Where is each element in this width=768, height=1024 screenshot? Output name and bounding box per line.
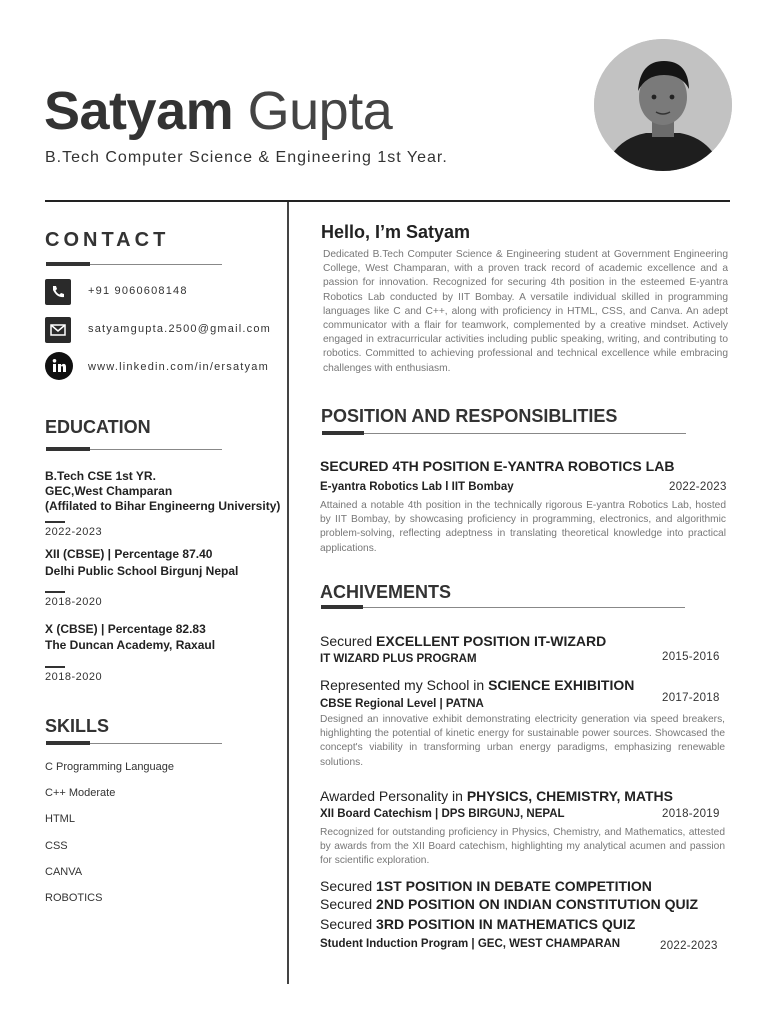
achievement-text: Recognized for outstanding proficiency in Physics, Chemistry, and Mathematics, attested by awards from the XII Board catechism, highlighting my analytical acumen and passion for scientific exploration. <box>320 827 725 867</box>
education-years: 2018-2020 <box>45 596 103 608</box>
skill-item: C Programming Language <box>45 761 175 773</box>
institution: GEC,West Champaran <box>45 484 173 498</box>
education-underline-accent <box>46 447 90 451</box>
skill-item: CSS <box>45 840 68 852</box>
achievement-title <box>320 633 606 649</box>
email-icon <box>45 317 71 343</box>
email-address[interactable]: satyamgupta.2500@gmail.com <box>88 323 271 335</box>
achievement-prefix: Secured <box>320 633 377 649</box>
achievement-prefix: Secured <box>320 896 377 912</box>
achievement-sub: Student Induction Program | GEC, WEST CHAMPARAN <box>320 938 621 950</box>
phone-number[interactable]: +91 9060608148 <box>88 285 188 297</box>
achievement-sub: IT WIZARD PLUS PROGRAM <box>320 653 477 665</box>
position-years: 2022-2023 <box>669 481 727 493</box>
achievement-highlight: 1ST POSITION IN DEBATE COMPETITION <box>376 878 652 894</box>
education-entry <box>45 469 280 514</box>
achievement-highlight: 3RD POSITION IN MATHEMATICS QUIZ <box>376 916 636 932</box>
year-marker <box>45 521 65 523</box>
achievement-prefix: Secured <box>320 916 377 932</box>
achievement-years: 2015-2016 <box>662 651 720 663</box>
skills-underline <box>90 743 222 744</box>
degree: B.Tech CSE 1st YR. <box>45 469 156 483</box>
skill-item: C++ Moderate <box>45 787 116 799</box>
skill-item: CANVA <box>45 866 83 878</box>
name-heading <box>44 80 392 142</box>
achievement-highlight: PHYSICS, CHEMISTRY, MATHS <box>466 788 673 804</box>
skills-heading: SKILLS <box>45 716 110 736</box>
institution: The Duncan Academy, Raxaul <box>45 638 216 652</box>
affiliation: (Affilated to Bihar Engineerng University) <box>45 499 281 513</box>
skill-item: HTML <box>45 813 75 825</box>
contact-underline-accent <box>46 262 90 266</box>
linkedin-icon <box>45 352 73 380</box>
first-name: Satyam <box>44 81 234 141</box>
achievements-underline <box>363 607 685 608</box>
achievement-highlight: EXCELLENT POSITION IT-WIZARD <box>376 633 607 649</box>
positions-heading: POSITION AND RESPONSIBLITIES <box>321 406 618 426</box>
last-name: Gupta <box>247 81 393 141</box>
achievement-years: 2018-2019 <box>662 808 720 820</box>
achievement-sub: CBSE Regional Level | PATNA <box>320 698 484 710</box>
about-text: Dedicated B.Tech Computer Science & Engineering student at Government Engineering College, West Champaran, with a proven track record of academic excellence and a passion for innovation. Recognized for securing 4th position in the esteemed E-yantra Robotics Lab conducted by IIT Bombay. A versatile individual skilled in programming languages like C and C++, along with proficiency in HTML, CSS, and Canva. An adept communicator with a flair for teamwork, complemented by a creative mindset. Actively engaged in extracurricular activities including public speaking, writing, and contributing to robotics. Committed to achieving professional and technical excellence while embracing challenges with enthusiasm. <box>323 249 728 374</box>
positions-underline <box>364 433 686 434</box>
header-divider <box>45 200 730 202</box>
achievements-underline-accent <box>321 605 363 609</box>
subtitle: B.Tech Computer Science & Engineering 1st Year. <box>45 149 448 166</box>
education-entry <box>45 547 238 579</box>
profile-photo <box>594 39 732 171</box>
achievement-title <box>320 677 634 693</box>
column-divider <box>287 202 289 984</box>
achievement-prefix: Secured <box>320 878 377 894</box>
positions-underline-accent <box>322 431 364 435</box>
achievement-years: 2017-2018 <box>662 692 720 704</box>
achievement-prefix: Awarded Personality in <box>320 788 467 804</box>
achievement-title <box>320 916 635 932</box>
achievements-heading: ACHIVEMENTS <box>320 582 452 602</box>
achievement-text: Designed an innovative exhibit demonstrating electricity generation via speed breakers, highlighting the potential of kinetic energy for sustainable power sources. Showcased the concept's viability in transforming urban energy paradigms, emphasizing renewable solutions. <box>320 714 725 768</box>
education-years: 2022-2023 <box>45 526 103 538</box>
degree: X (CBSE) | Percentage 82.83 <box>45 622 206 636</box>
education-years: 2018-2020 <box>45 671 103 683</box>
position-org: E-yantra Robotics Lab l IIT Bombay <box>320 481 514 493</box>
achievement-years: 2022-2023 <box>660 940 718 952</box>
year-marker <box>45 666 65 668</box>
linkedin-url[interactable]: www.linkedin.com/in/ersatyam <box>88 361 269 373</box>
achievement-highlight: SCIENCE EXHIBITION <box>488 677 635 693</box>
institution: Delhi Public School Birgunj Nepal <box>45 564 239 578</box>
position-text: Attained a notable 4th position in the technically rigorous E-yantra Robotics Lab, hosted by IIT Bombay, by showcasing proficiency in programming, electronics, and algorithmic problem-solving, reflecting adeptness in translating theoretical knowledge into practical applications. <box>320 500 726 554</box>
skills-underline-accent <box>46 741 90 745</box>
year-marker <box>45 591 65 593</box>
about-heading: Hello, I’m Satyam <box>321 222 471 242</box>
education-heading: EDUCATION <box>45 417 151 437</box>
achievement-sub: XII Board Catechism | DPS BIRGUNJ, NEPAL <box>320 808 565 820</box>
education-underline <box>90 449 222 450</box>
education-entry <box>45 622 215 653</box>
achievement-prefix: Represented my School in <box>320 677 489 693</box>
phone-icon <box>45 279 71 305</box>
achievement-title <box>320 896 698 912</box>
achievement-title <box>320 788 673 804</box>
position-title: SECURED 4TH POSITION E-YANTRA ROBOTICS LAB <box>320 458 675 474</box>
achievement-title <box>320 878 652 894</box>
skill-item: ROBOTICS <box>45 892 103 904</box>
contact-underline <box>90 264 222 265</box>
degree: XII (CBSE) | Percentage 87.40 <box>45 547 213 561</box>
contact-heading: CONTACT <box>45 229 170 251</box>
achievement-highlight: 2ND POSITION ON INDIAN CONSTITUTION QUIZ <box>376 896 699 912</box>
